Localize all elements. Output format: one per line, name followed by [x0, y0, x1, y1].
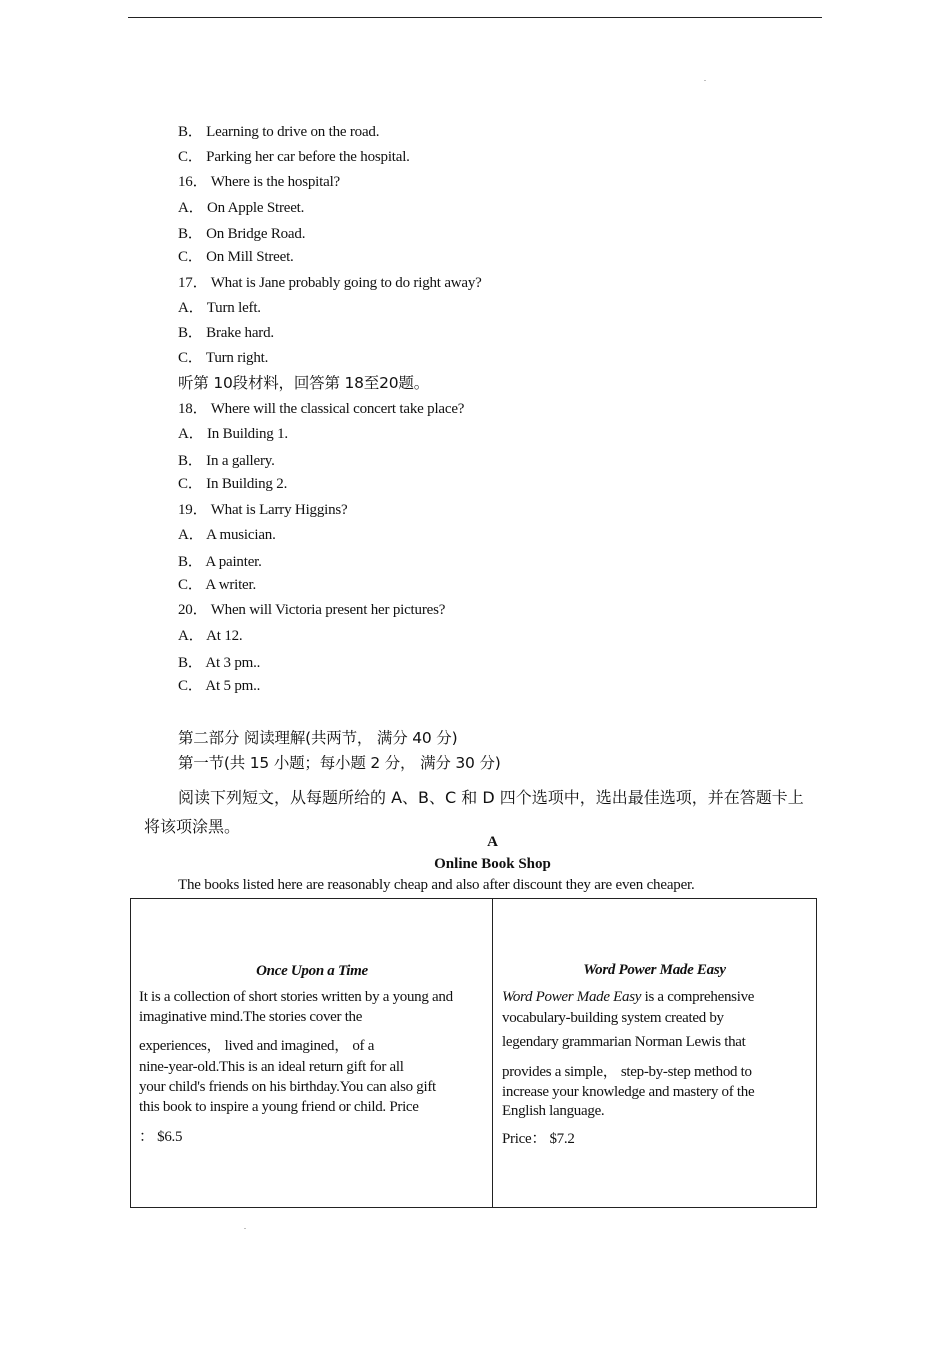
book-price: ： $6.5 [139, 1129, 183, 1145]
passage-intro: The books listed here are reasonably cheap and also after discount they are even cheaper. [178, 877, 695, 893]
q20-option-c: C． At 5 pm.. [178, 678, 261, 694]
book-desc-line: experiences， lived and imagined， of a [139, 1038, 375, 1054]
passage-title: Online Book Shop [434, 856, 551, 872]
header-rule [128, 17, 822, 18]
q18-option-c: C． In Building 2. [178, 476, 288, 492]
q16-option-a: A． On Apple Street. [178, 200, 305, 216]
book-desc-line: legendary grammarian Norman Lewis that [502, 1034, 746, 1050]
book-desc-line: increase your knowledge and mastery of the [502, 1084, 755, 1100]
q19-option-a: A． A musician. [178, 527, 276, 543]
q18-option-a: A． In Building 1. [178, 426, 288, 442]
section10-header: 听第 10段材料，回答第 18至20题。 [178, 374, 430, 392]
book-desc-line: imaginative mind.The stories cover the [139, 1009, 363, 1025]
q17-option-c: C． Turn right. [178, 350, 269, 366]
book-desc-line: English language. [502, 1103, 605, 1119]
q17-option-b: B． Brake hard. [178, 325, 274, 341]
book-desc-line: It is a collection of short stories written by a young and [139, 989, 453, 1005]
q20-question: 20． When will Victoria present her pictures? [178, 602, 446, 618]
q18-option-b: B． In a gallery. [178, 453, 275, 469]
passage-letter: A [487, 834, 498, 850]
table-divider [492, 899, 493, 1207]
reading-instructions: 阅读下列短文，从每题所给的 A、B、C 和 D 四个选项中，选出最佳选项，并在答题卡上将该项涂黑。 [144, 788, 804, 836]
book-price: Price： $7.2 [502, 1131, 575, 1147]
book-cell-word-power-made-easy [502, 899, 807, 1207]
q20-option-b: B． At 3 pm.. [178, 655, 261, 671]
q19-question: 19． What is Larry Higgins? [178, 502, 348, 518]
q18-question: 18． Where will the classical concert take place? [178, 401, 465, 417]
q17-option-a: A． Turn left. [178, 300, 261, 316]
book-title: Once Upon a Time [256, 963, 368, 979]
part-two-header: 第二部分 阅读理解(共两节， 满分 40 分) [178, 729, 458, 747]
book-title: Word Power Made Easy [583, 962, 726, 978]
q15-option-b: B． Learning to drive on the road. [178, 124, 380, 140]
book-desc-line: vocabulary-building system created by [502, 1010, 724, 1026]
q16-option-c: C． On Mill Street. [178, 249, 294, 265]
book-desc-line: nine-year-old.This is an ideal return gift for all [139, 1059, 404, 1075]
book-desc-line: this book to inspire a young friend or child. Price [139, 1099, 419, 1115]
q19-option-c: C． A writer. [178, 577, 257, 593]
q16-option-b: B． On Bridge Road. [178, 226, 306, 242]
book-table [130, 898, 817, 1208]
scan-dot: . [704, 74, 706, 83]
book-desc-line: your child's friends on his birthday.You can also gift [139, 1079, 436, 1095]
q16-question: 16． Where is the hospital? [178, 174, 340, 190]
q17-question: 17． What is Jane probably going to do right away? [178, 275, 482, 291]
book-desc-line: provides a simple， step-by-step method to [502, 1064, 752, 1080]
book-cell-once-upon-a-time [139, 899, 485, 1207]
q20-option-a: A． At 12. [178, 628, 243, 644]
book-desc-line: Word Power Made Easy is a comprehensive [502, 989, 755, 1005]
q19-option-b: B． A painter. [178, 554, 262, 570]
q15-option-c: C． Parking her car before the hospital. [178, 149, 410, 165]
section-one-header: 第一节(共 15 小题；每小题 2 分， 满分 30 分) [178, 754, 501, 772]
scan-dot: . [244, 1222, 246, 1231]
